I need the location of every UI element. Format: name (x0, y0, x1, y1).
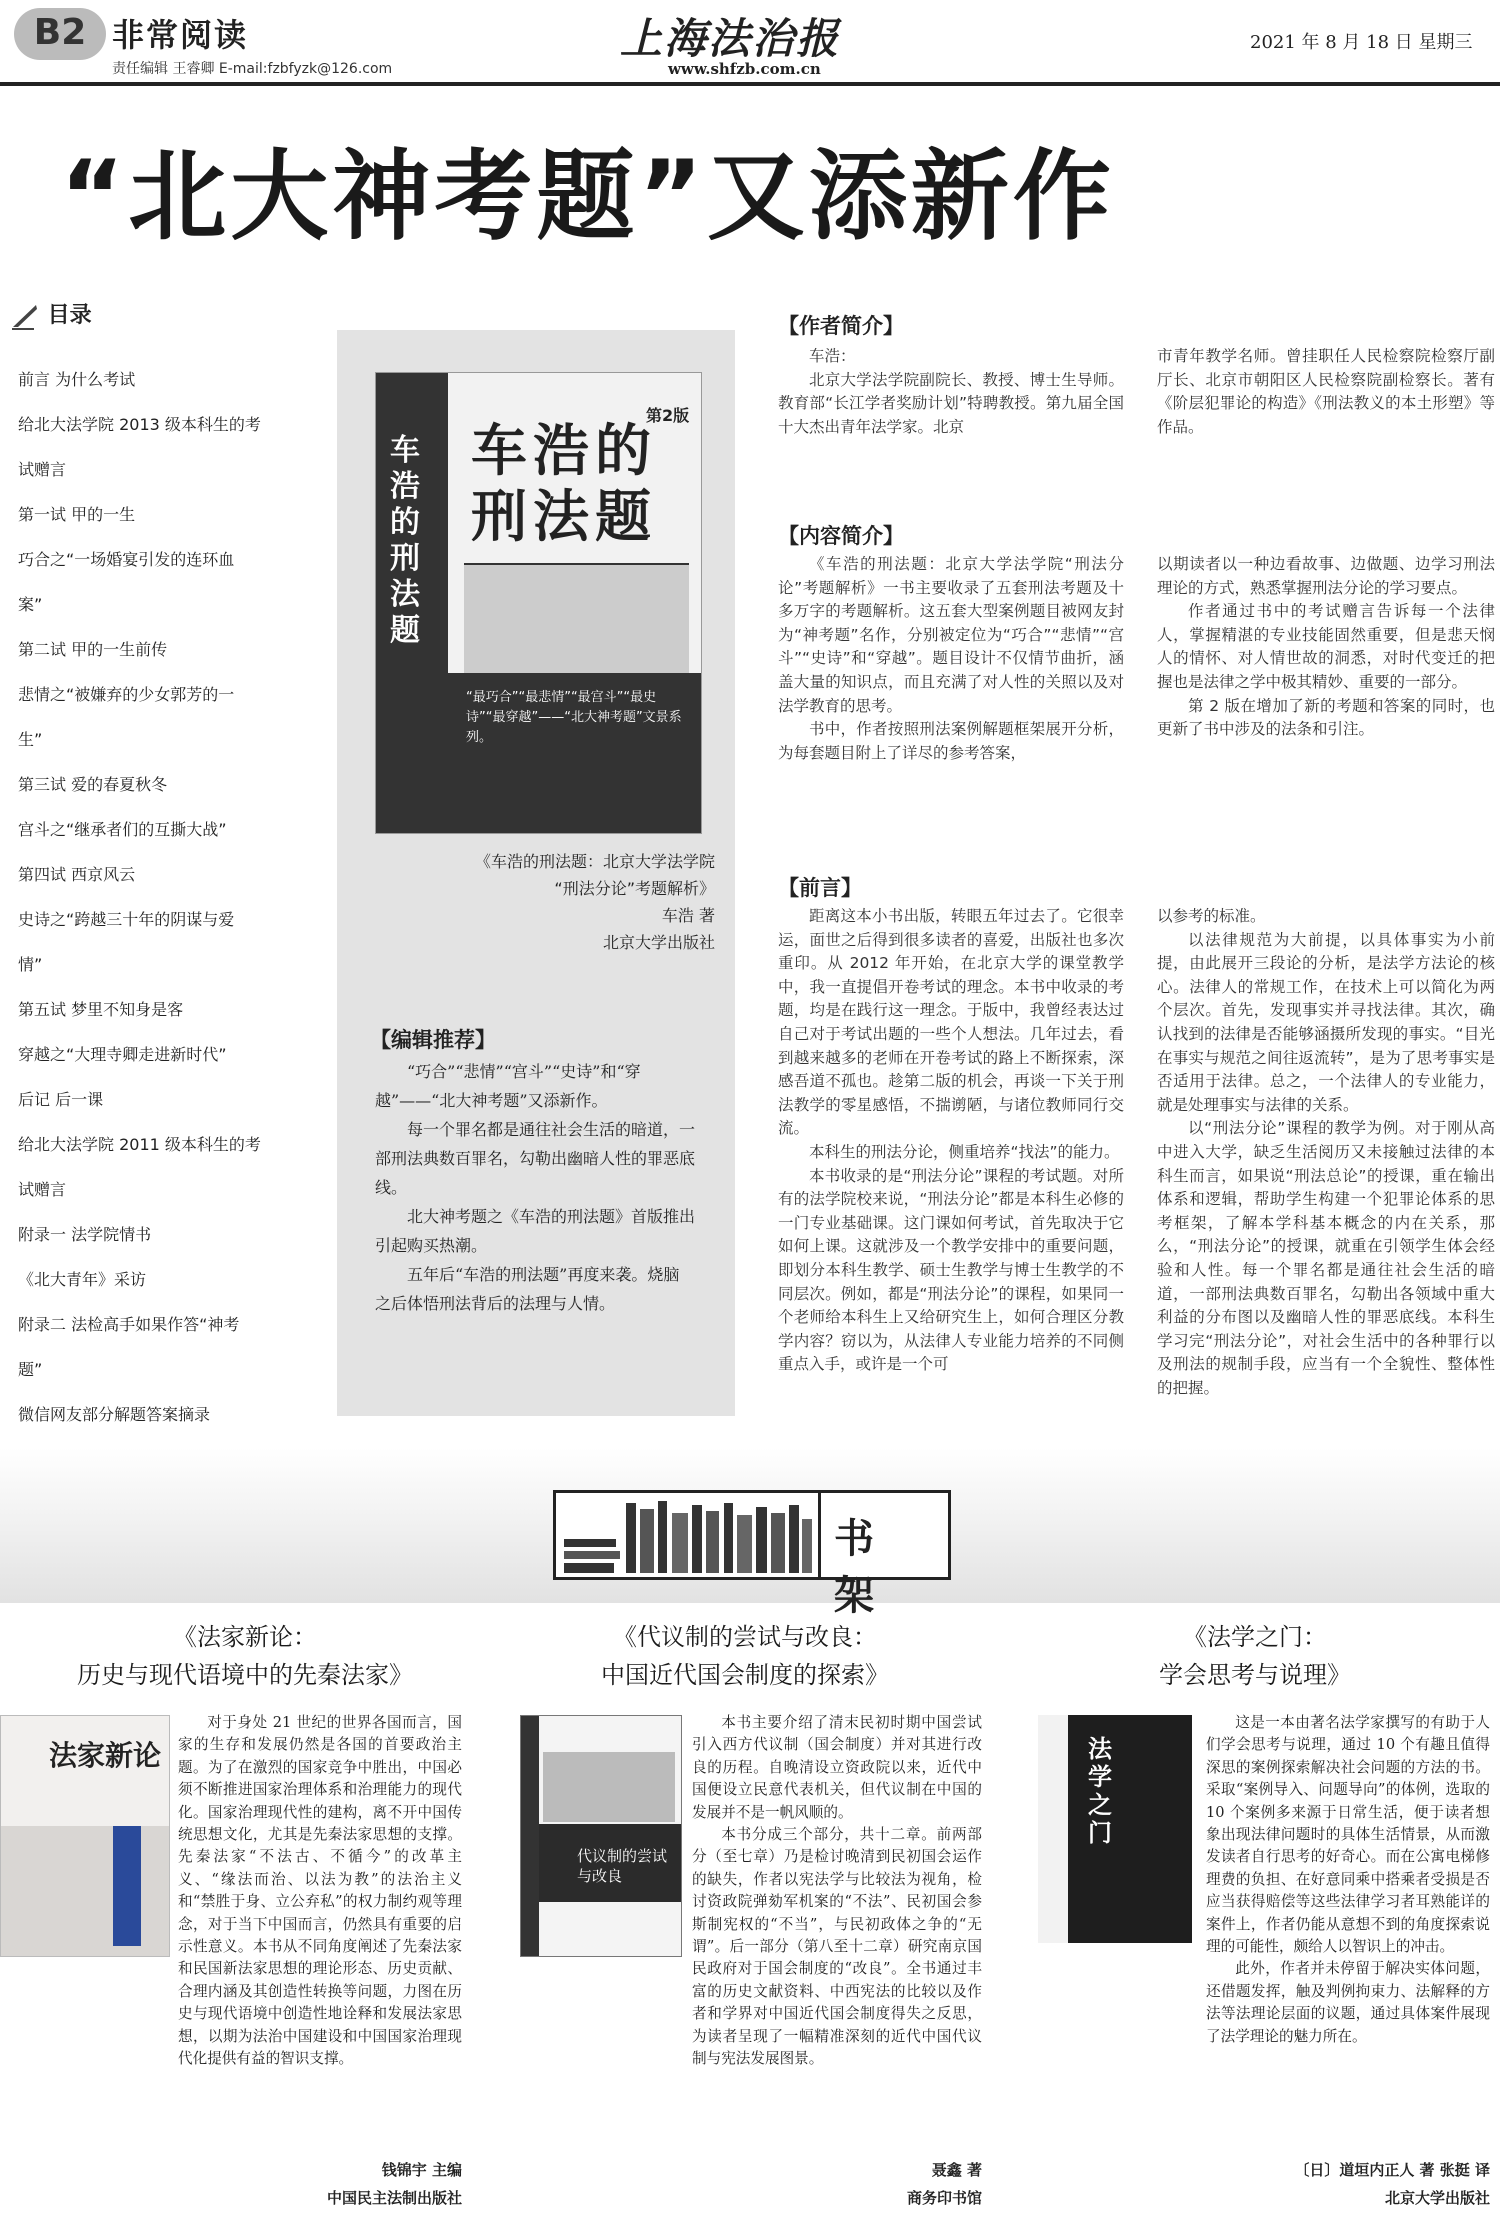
shelf-book-3-cover (1038, 1715, 1192, 1943)
editor-rec-text (375, 1057, 695, 1318)
shelf-book-3-cover-title: 法学之门 (1088, 1734, 1112, 1847)
shelf-book-2-author: 聂鑫 著 (931, 2161, 982, 2179)
masthead-logo: 上海法治报 (620, 14, 841, 63)
shelf-book-3-title (1020, 1618, 1490, 1694)
shelf-book-1-para-1: 对于身处 21 世纪的世界各国而言，国家的生存和发展仍然是各国的首要政治主题。为了在激烈的国家竞争中胜出，中国必须不断推进国家治理体系和治理能力的现代化。国家治理现代性的建构，离不开中国传统思想文化，尤其是先秦法家思想的支撑。先秦法家“不法古、不循今”的改革主义、“缘法而治、以法为教”的法治主义和“禁胜于身、立公弃私”的权力制约观等理念，对于当下中国而言，仍然具有重要的启示性意义。本书从不同角度阐述了先秦法家和民国新法家思想的理论形态、历史贡献、合理内涵及其创造性转换等问题，力图在历史与现代语境中创造性地诠释和发展法家思想，以期为法治中国建设和中国国家治理现代化提供有益的智识支撑。 (178, 1714, 462, 2068)
toc-item: 第四试 西京风云 (18, 865, 136, 884)
toc-item: 试赠言 (18, 460, 67, 479)
toc-item: 《北大青年》采访 (18, 1270, 147, 1289)
shelf-book-1-credits (178, 2156, 462, 2212)
toc-item: 宫斗之“继承者们的互撕大战” (18, 820, 227, 839)
toc-item: 前言 为什么考试 (18, 370, 136, 389)
preface-paragraph: 以“刑法分论”课程的教学为例。对于刚从高中进入大学，缺乏生活阅历又未接触过法律的本科生而言，如果说“刑法总论”的授课，重在输出体系和逻辑，帮助学生构建一个犯罪论体系的思考框架，了解本学科基本概念的内在关系，那么，“刑法分论”的授课，就重在引领学生体会经验和人性。每一个罪名都是通往社会生活的暗道，一部刑法典数百罪名，勾勒出各领域中重大利益的分布图以及幽暗人性的罪恶底线。本科生学习完“刑法分论”，对社会生活中的各种罪行以及刑法的规制手段，应当有一个全貌性、整体性的把握。 (1157, 1119, 1495, 1397)
author-col-1 (778, 345, 1124, 439)
shelf-book-2-publisher: 商务印书馆 (906, 2189, 982, 2207)
summary-paragraph: 以期读者以一种边看故事、边做题、边学习刑法理论的方式，熟悉掌握刑法分论的学习要点。 (1157, 555, 1495, 597)
shelf-book-3-credits (1176, 2156, 1490, 2212)
toc-item: 试赠言 (18, 1180, 67, 1199)
author-bio-2: 市青年教学名师。曾挂职任人民检察院检察厅副厅长、北京市朝阳区人民检察院副检察长。著有《阶层犯罪论的构造》《刑法教义的本土形塑》等作品。 (1157, 347, 1495, 436)
shelf-book-2-cover (520, 1715, 682, 1957)
toc-item: 微信网友部分解题答案摘录 (18, 1405, 211, 1424)
page-badge: B2 (14, 8, 106, 60)
toc-item: 生” (18, 730, 43, 749)
editor-rec-paragraph: 每一个罪名都是通往社会生活的暗道，一部刑法典数百罪名，勾勒出幽暗人性的罪恶底线。 (375, 1120, 696, 1197)
toc-item: 第一试 甲的一生 (18, 505, 136, 524)
toc-heading (10, 298, 92, 331)
editor-rec-paragraph: “巧合”“悲情”“宫斗”“史诗”和“穿越”——“北大神考题”又添新作。 (375, 1062, 641, 1110)
shelf-book-1-title-line-1: 《法家新论： (173, 1623, 317, 1651)
issue-date: 2021 年 8 月 18 日 星期三 (1250, 32, 1473, 53)
cover-illustration (464, 563, 689, 675)
shelf-book-2-para-1: 本书主要介绍了清末民初时期中国尝试引入西方代议制（国会制度）并对其进行改良的历程。自晚清设立资政院以来，近代中国便设立民意代表机关，但代议制在中国的发展并不是一帆风顺的。 (692, 1714, 982, 1821)
toc-item: 第五试 梦里不知身是客 (18, 1000, 184, 1019)
shelf-book-3-title-line-1: 《法学之门： (1183, 1623, 1327, 1651)
book-caption-line: “刑法分论”考题解析》 (554, 879, 715, 898)
editor-rec-paragraph: 五年后“车浩的刑法题”再度来袭。烧脑之后体悟刑法背后的法理与人情。 (375, 1265, 680, 1313)
preface-paragraph: 以法律规范为大前提，以具体事实为小前提，由此展开三段论的分析，是法学方法论的核心。法律人的常规工作，在技术上可以简化为两个层次。首先，发现事实并寻找法律。其次，确认找到的法律是否能够涵摄所发现的事实。“目光在事实与规范之间往返流转”，是为了思考事实是否适用于法律。总之，一个法律人的专业能力，就是处理事实与法律的关系。 (1157, 930, 1495, 1114)
bookshelf-icon (556, 1493, 821, 1577)
preface-paragraph: 距离这本小书出版，转眼五年过去了。它很幸运，面世之后得到很多读者的喜爱，出版社也多次重印。从 2012 年开始，在北京大学的课堂教学中，我一直提倡开卷考试的理念。本书中收录的考题，均是在践行这一理念。于版中，我曾经表达过自己对于考试出题的一些个人想法。几年过去，看到越来越多的老师在开卷考试的路上不断探索，深感吾道不孤也。趁第二版的机会，再谈一下关于刑法教学的零星感悟，不揣谫陋，与诸位教师同行交流。 (778, 907, 1124, 1138)
toc-item: 案” (18, 595, 43, 614)
cover-quote: “最巧合”“最悲情”“最宫斗”“最史诗”“最穿越”——“北大神考题”文景系列。 (466, 690, 682, 745)
cover-spine-title: 车浩的刑法题 (390, 433, 420, 648)
toc-heading-label: 目录 (47, 303, 92, 328)
author-name: 车浩： (809, 347, 856, 365)
summary-paragraph: 书中，作者按照刑法案例解题框架展开分析，为每套题目附上了详尽的参考答案， (778, 720, 1124, 762)
editor-rec-heading: 【编辑推荐】 (370, 1028, 496, 1052)
book-caption-line: 《车浩的刑法题：北京大学法学院 (474, 852, 715, 871)
author-bio-1: 北京大学法学院副院长、教授、博士生导师。教育部“长江学者奖励计划”特聘教授。第九届全国十大杰出青年法学家。北京 (778, 370, 1124, 436)
shelf-book-1-title (10, 1618, 480, 1694)
shelf-book-2-title-line-2: 中国近代国会制度的探索》 (601, 1661, 889, 1689)
shelf-book-1-cover-title: 法家新论 (49, 1739, 162, 1772)
shelf-book-2-text (692, 1712, 982, 2071)
shelf-book-2-para-2: 本书分成三个部分，共十二章。前两部分（至七章）乃是检讨晚清到民初国会运作的缺失，作者以宪法学与比较法为视角，检讨资政院弹劾军机案的“不法”、民初国会参斯制宪权的“不当”，与民初政体之争的“无谓”。后一部分（第八至十二章）研究南京国民政府对于国会制度的“改良”。全书通过丰富的历史文献资料、中西宪法的比较以及作者和学界对中国近代国会制度得失之反思，为读者呈现了一幅精准深刻的近代中国代议制与宪法发展图景。 (692, 1826, 982, 2068)
preface-paragraph: 以参考的标准。 (1157, 907, 1266, 925)
toc-item: 巧合之“一场婚宴引发的连环血 (18, 550, 235, 569)
summary-paragraph: 第 2 版在增加了新的考题和答案的同时，也更新了书中涉及的法条和引注。 (1157, 696, 1495, 739)
book-caption-line: 车浩 著 (661, 906, 715, 925)
toc-item: 附录二 法检高手如果作答“神考 (18, 1315, 240, 1334)
summary-paragraph: 《车浩的刑法题：北京大学法学院“刑法分论”考题解析》一书主要收录了五套刑法考题及十多万字的考题解析。这五套大型案例题目被网友封为“神考题”名作，分别被定位为“巧合”“悲情”“宫斗”“史诗”和“穿越”。题目设计不仅情节曲折，涵盖大量的知识点，而且充满了对人性的关照以及对法学教育的思考。 (778, 555, 1124, 715)
header-rule (0, 82, 1500, 86)
shelf-book-3-para-1: 这是一本由著名法学家撰写的有助于人们学会思考与说理，通过 10 个有趣且值得深思的案例探索解决社会问题的方法的书。采取“案例导入、问题导向”的体例，选取的 10 个案例多来源于日常生活，便于读者想象出现法律问题时的具体生活情景，从而激发读者自行思考的好奇心。而在公寓电梯修理费的负担、在好意同乘中搭乘者受损是否应当获得赔偿等这些法律学习者耳熟能详的案件上，作者仍能从意想不到的角度探索说理的可能性，颇给人以智识上的冲击。 (1206, 1714, 1490, 1956)
toc-item: 附录一 法学院情书 (18, 1225, 152, 1244)
toc-item: 题” (18, 1360, 43, 1379)
shelf-book-1-title-line-2: 历史与现代语境中的先秦法家》 (77, 1661, 413, 1689)
shelf-book-3-author: 〔日〕道垣内正人 著 张挺 译 (1294, 2161, 1490, 2179)
toc-list (18, 357, 298, 1437)
preface-col-2 (1157, 905, 1495, 1400)
page-headline: “北大神考题”又添新作 (60, 140, 1115, 254)
shelf-book-1-author: 钱锦宇 主编 (381, 2161, 462, 2179)
shelf-banner (553, 1490, 951, 1619)
summary-paragraph: 作者通过书中的考试赠言告诉每一个法律人，掌握精湛的专业技能固然重要，但是悲天悯人的情怀、对人情世故的洞悉，对时代变迁的把握也是法律之学中极其精妙、重要的一部分。 (1157, 602, 1495, 691)
section-name: 非常阅读 (112, 16, 249, 54)
shelf-book-2-title-line-1: 《代议制的尝试与改良： (613, 1623, 877, 1651)
preface-paragraph: 本书收录的是“刑法分论”课程的考试题。对所有的法学院校来说，“刑法分论”都是本科生必修的一门专业基础课。这门课如何考试，首先取决于它如何上课。这就涉及一个教学安排中的重要问题，即划分本科生教学、硕士生教学与博士生教学的不同层次。例如，都是“刑法分论”的课程，如果同一个老师给本科生上又给研究生上，如何合理区分教学内容？窃以为，从法律人专业能力培养的不同侧重点入手，或许是一个可 (778, 1166, 1124, 1374)
toc-item: 穿越之“大理寺卿走进新时代” (18, 1045, 227, 1064)
shelf-book-1-publisher: 中国民主法制出版社 (326, 2189, 462, 2207)
summary-heading: 【内容简介】 (778, 524, 904, 548)
preface-paragraph: 本科生的刑法分论，侧重培养“找法”的能力。 (809, 1142, 1120, 1161)
toc-item: 第三试 爱的春夏秋冬 (18, 775, 168, 794)
book-caption-line: 北京大学出版社 (602, 933, 715, 952)
shelf-book-1-text (178, 1712, 462, 2071)
site-url: www.shfzb.com.cn (668, 60, 821, 78)
shelf-book-3-text (1206, 1712, 1490, 2048)
shelf-book-3-title-line-2: 学会思考与说理》 (1159, 1661, 1351, 1689)
toc-item: 给北大法学院 2013 级本科生的考 (18, 415, 261, 434)
shelf-book-2-title (510, 1618, 980, 1694)
shelf-book-3-publisher: 北京大学出版社 (1384, 2189, 1490, 2207)
shelf-label: 书架 (834, 1515, 892, 1619)
preface-col-1 (778, 905, 1124, 1377)
cover-title: 车浩的刑法题 (471, 418, 657, 550)
author-col-2 (1157, 345, 1495, 439)
preface-heading: 【前言】 (778, 876, 862, 900)
shelf-book-1-cover (0, 1715, 170, 1957)
author-heading: 【作者简介】 (778, 314, 904, 338)
toc-item: 情” (18, 955, 43, 974)
editor-line: 责任编辑 王睿卿 E-mail:fzbfyzk@126.com (112, 61, 393, 77)
shelf-book-2-credits (692, 2156, 982, 2212)
toc-item: 史诗之“跨越三十年的阴谋与爱 (18, 910, 235, 929)
toc-item: 后记 后一课 (18, 1090, 104, 1109)
shelf-book-2-cover-title: 代议制的尝试与改良 (577, 1847, 668, 1885)
editor-rec-paragraph: 北大神考题之《车浩的刑法题》首版推出引起购买热潮。 (375, 1207, 696, 1255)
summary-col-2 (1157, 553, 1495, 742)
book-caption (360, 848, 715, 956)
quill-icon (10, 301, 40, 331)
book-cover (375, 372, 702, 834)
toc-item: 给北大法学院 2011 级本科生的考 (18, 1135, 261, 1154)
toc-item: 第二试 甲的一生前传 (18, 640, 168, 659)
toc-item: 悲情之“被嫌弃的少女郭芳的一 (18, 685, 235, 704)
summary-col-1 (778, 553, 1124, 765)
shelf-book-3-para-2: 此外，作者并未停留于解决实体问题，还借题发挥，触及判例拘束力、法解释的方法等法理论层面的议题，通过具体案件展现了法学理论的魅力所在。 (1206, 1960, 1490, 2045)
cover-edition: 第2版 (646, 406, 690, 425)
